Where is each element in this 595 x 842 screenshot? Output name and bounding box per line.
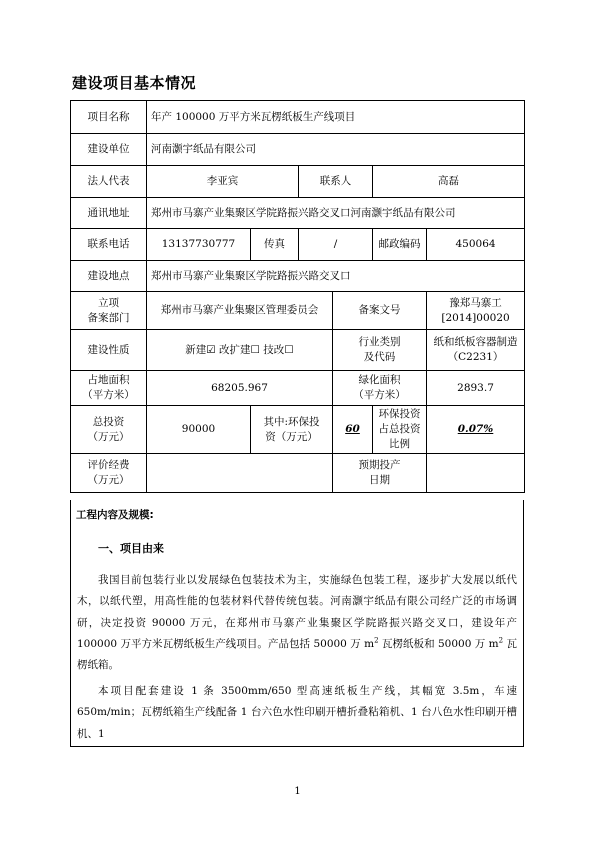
postcode-value: 450064: [427, 229, 525, 261]
env-invest-label-line1: 其中:环保投: [263, 415, 320, 428]
record-no-line1: 豫郑马寨工: [449, 296, 502, 309]
table-row: [71, 101, 525, 134]
table-row: [71, 406, 525, 454]
site-label: 建设地点: [71, 261, 147, 292]
env-invest-label-line2: 资（万元）: [265, 430, 318, 443]
table-row: [71, 330, 525, 371]
superscript-2: 2: [498, 636, 504, 645]
env-invest-number: 60: [345, 423, 360, 435]
env-ratio-label-line3: 比例: [389, 438, 410, 450]
para1-part-a: 我国目前包装行业以发展绿色包装技术为主，实施绿色包装工程，逐步扩大发展以纸代木，以纸代塑，用高性能的包装材料代替传统包装。河南灏宇纸品有限公司经广泛的市场调研，决定投资 90000 万元，在郑州市马寨产业集聚区学院路振兴路交叉口，建设年产 100000 万平方米瓦楞纸板生产线项目。产品包括 50000 万 m: [77, 574, 517, 650]
fax-value: /: [299, 229, 373, 261]
phone-value: 13137730777: [147, 229, 251, 261]
address-label: 通讯地址: [71, 198, 147, 229]
record-no-value: [427, 292, 525, 330]
table-row: [71, 229, 525, 261]
prod-date-label: [333, 454, 427, 493]
green-area-label: [333, 371, 427, 406]
prod-date-label-line1: 预期投产: [358, 459, 401, 471]
env-ratio-label-line1: 环保投资: [378, 408, 421, 420]
nature-label: 建设性质: [71, 330, 147, 371]
eval-fee-value: [147, 454, 333, 493]
table-row: [71, 198, 525, 229]
approval-dept-value: 郑州市马寨产业集聚区管理委员会: [147, 292, 333, 330]
project-content-section: [70, 500, 524, 747]
prod-date-label-line2: 日期: [369, 474, 390, 486]
green-label-line1: 绿化面积: [358, 374, 401, 386]
table-row: [71, 134, 525, 166]
industry-line1: 纸和纸板容器制造: [433, 336, 518, 348]
fax-label: 传真: [251, 229, 299, 261]
section-heading: 工程内容及规模:: [76, 509, 154, 521]
invest-value: 90000: [147, 406, 251, 454]
green-area-value: 2893.7: [427, 371, 525, 406]
industry-label: [333, 330, 427, 371]
table-row: [71, 371, 525, 406]
project-name-value: 年产 100000 万平方米瓦楞纸板生产线项目: [147, 101, 525, 134]
paragraph-equipment: 本项目配套建设 1 条 3500mm/650 型高速纸板生产线，其幅宽 3.5m，车速 650m/min；瓦楞纸箱生产线配备 1 台六色水性印刷开槽折叠粘箱机、1 台八色水性印刷开槽机、1: [77, 685, 517, 740]
postcode-label: 邮政编码: [373, 229, 427, 261]
eval-fee-label-line1: 评价经费: [87, 459, 130, 471]
unit-value: 河南灏宇纸品有限公司: [147, 134, 525, 166]
env-ratio-value: [427, 406, 525, 454]
green-label-line2: （平方米）: [353, 389, 406, 401]
env-invest-label: [251, 406, 333, 454]
contact-value: 高磊: [373, 166, 525, 198]
industry-label-line2: 及代码: [363, 351, 396, 363]
record-no-label: 备案文号: [333, 292, 427, 330]
area-label-line1: 占地面积: [87, 374, 130, 386]
prod-date-value: [427, 454, 525, 493]
legal-rep-value: 李亚宾: [147, 166, 299, 198]
env-ratio-number: 0.07%: [457, 423, 494, 435]
env-ratio-label-line2: 占总投资: [378, 423, 421, 435]
area-value: 68205.967: [147, 371, 333, 406]
eval-fee-label: [71, 454, 147, 493]
project-name-label: 项目名称: [71, 101, 147, 134]
page-number: 1: [294, 786, 301, 797]
legal-rep-label: 法人代表: [71, 166, 147, 198]
approval-dept-label-line2: 备案部门: [87, 311, 130, 324]
invest-label-line1: 总投资: [92, 415, 125, 428]
phone-label: 联系电话: [71, 229, 147, 261]
site-value: 郑州市马寨产业集聚区学院路振兴路交叉口: [147, 261, 525, 292]
table-row: [71, 292, 525, 330]
env-ratio-label: [373, 406, 427, 454]
address-value: 郑州市马寨产业集聚区学院路振兴路交叉口河南灏宇纸品有限公司: [147, 198, 525, 229]
table-row: [71, 454, 525, 493]
unit-label: 建设单位: [71, 134, 147, 166]
invest-label: [71, 406, 147, 454]
project-info-table: [70, 100, 525, 493]
industry-value: [427, 330, 525, 371]
page-title: 建设项目基本情况: [72, 74, 197, 92]
approval-dept-label: [71, 292, 147, 330]
paragraph-origin: [77, 570, 517, 677]
nature-value: 新建☑ 改扩建☐ 技改☐: [147, 330, 333, 371]
industry-label-line1: 行业类别: [358, 336, 401, 348]
contact-label: 联系人: [299, 166, 373, 198]
sub-heading: 一、项目由来: [98, 542, 164, 555]
table-row: [71, 261, 525, 292]
industry-line2: （C2231）: [447, 351, 504, 363]
superscript-2: 2: [374, 636, 379, 645]
para1-part-b: 瓦楞纸板和 50000 万 m: [378, 637, 499, 650]
table-row: [71, 166, 525, 198]
area-label-line2: （平方米）: [82, 389, 135, 401]
eval-fee-label-line2: （万元）: [87, 474, 130, 486]
record-no-line2: [2014]00020: [441, 311, 510, 324]
invest-label-line2: （万元）: [87, 430, 130, 443]
para1-part-c: 瓦楞纸箱。: [77, 637, 517, 672]
area-label: [71, 371, 147, 406]
approval-dept-label-line1: 立项: [98, 296, 119, 309]
env-invest-value: [333, 406, 373, 454]
